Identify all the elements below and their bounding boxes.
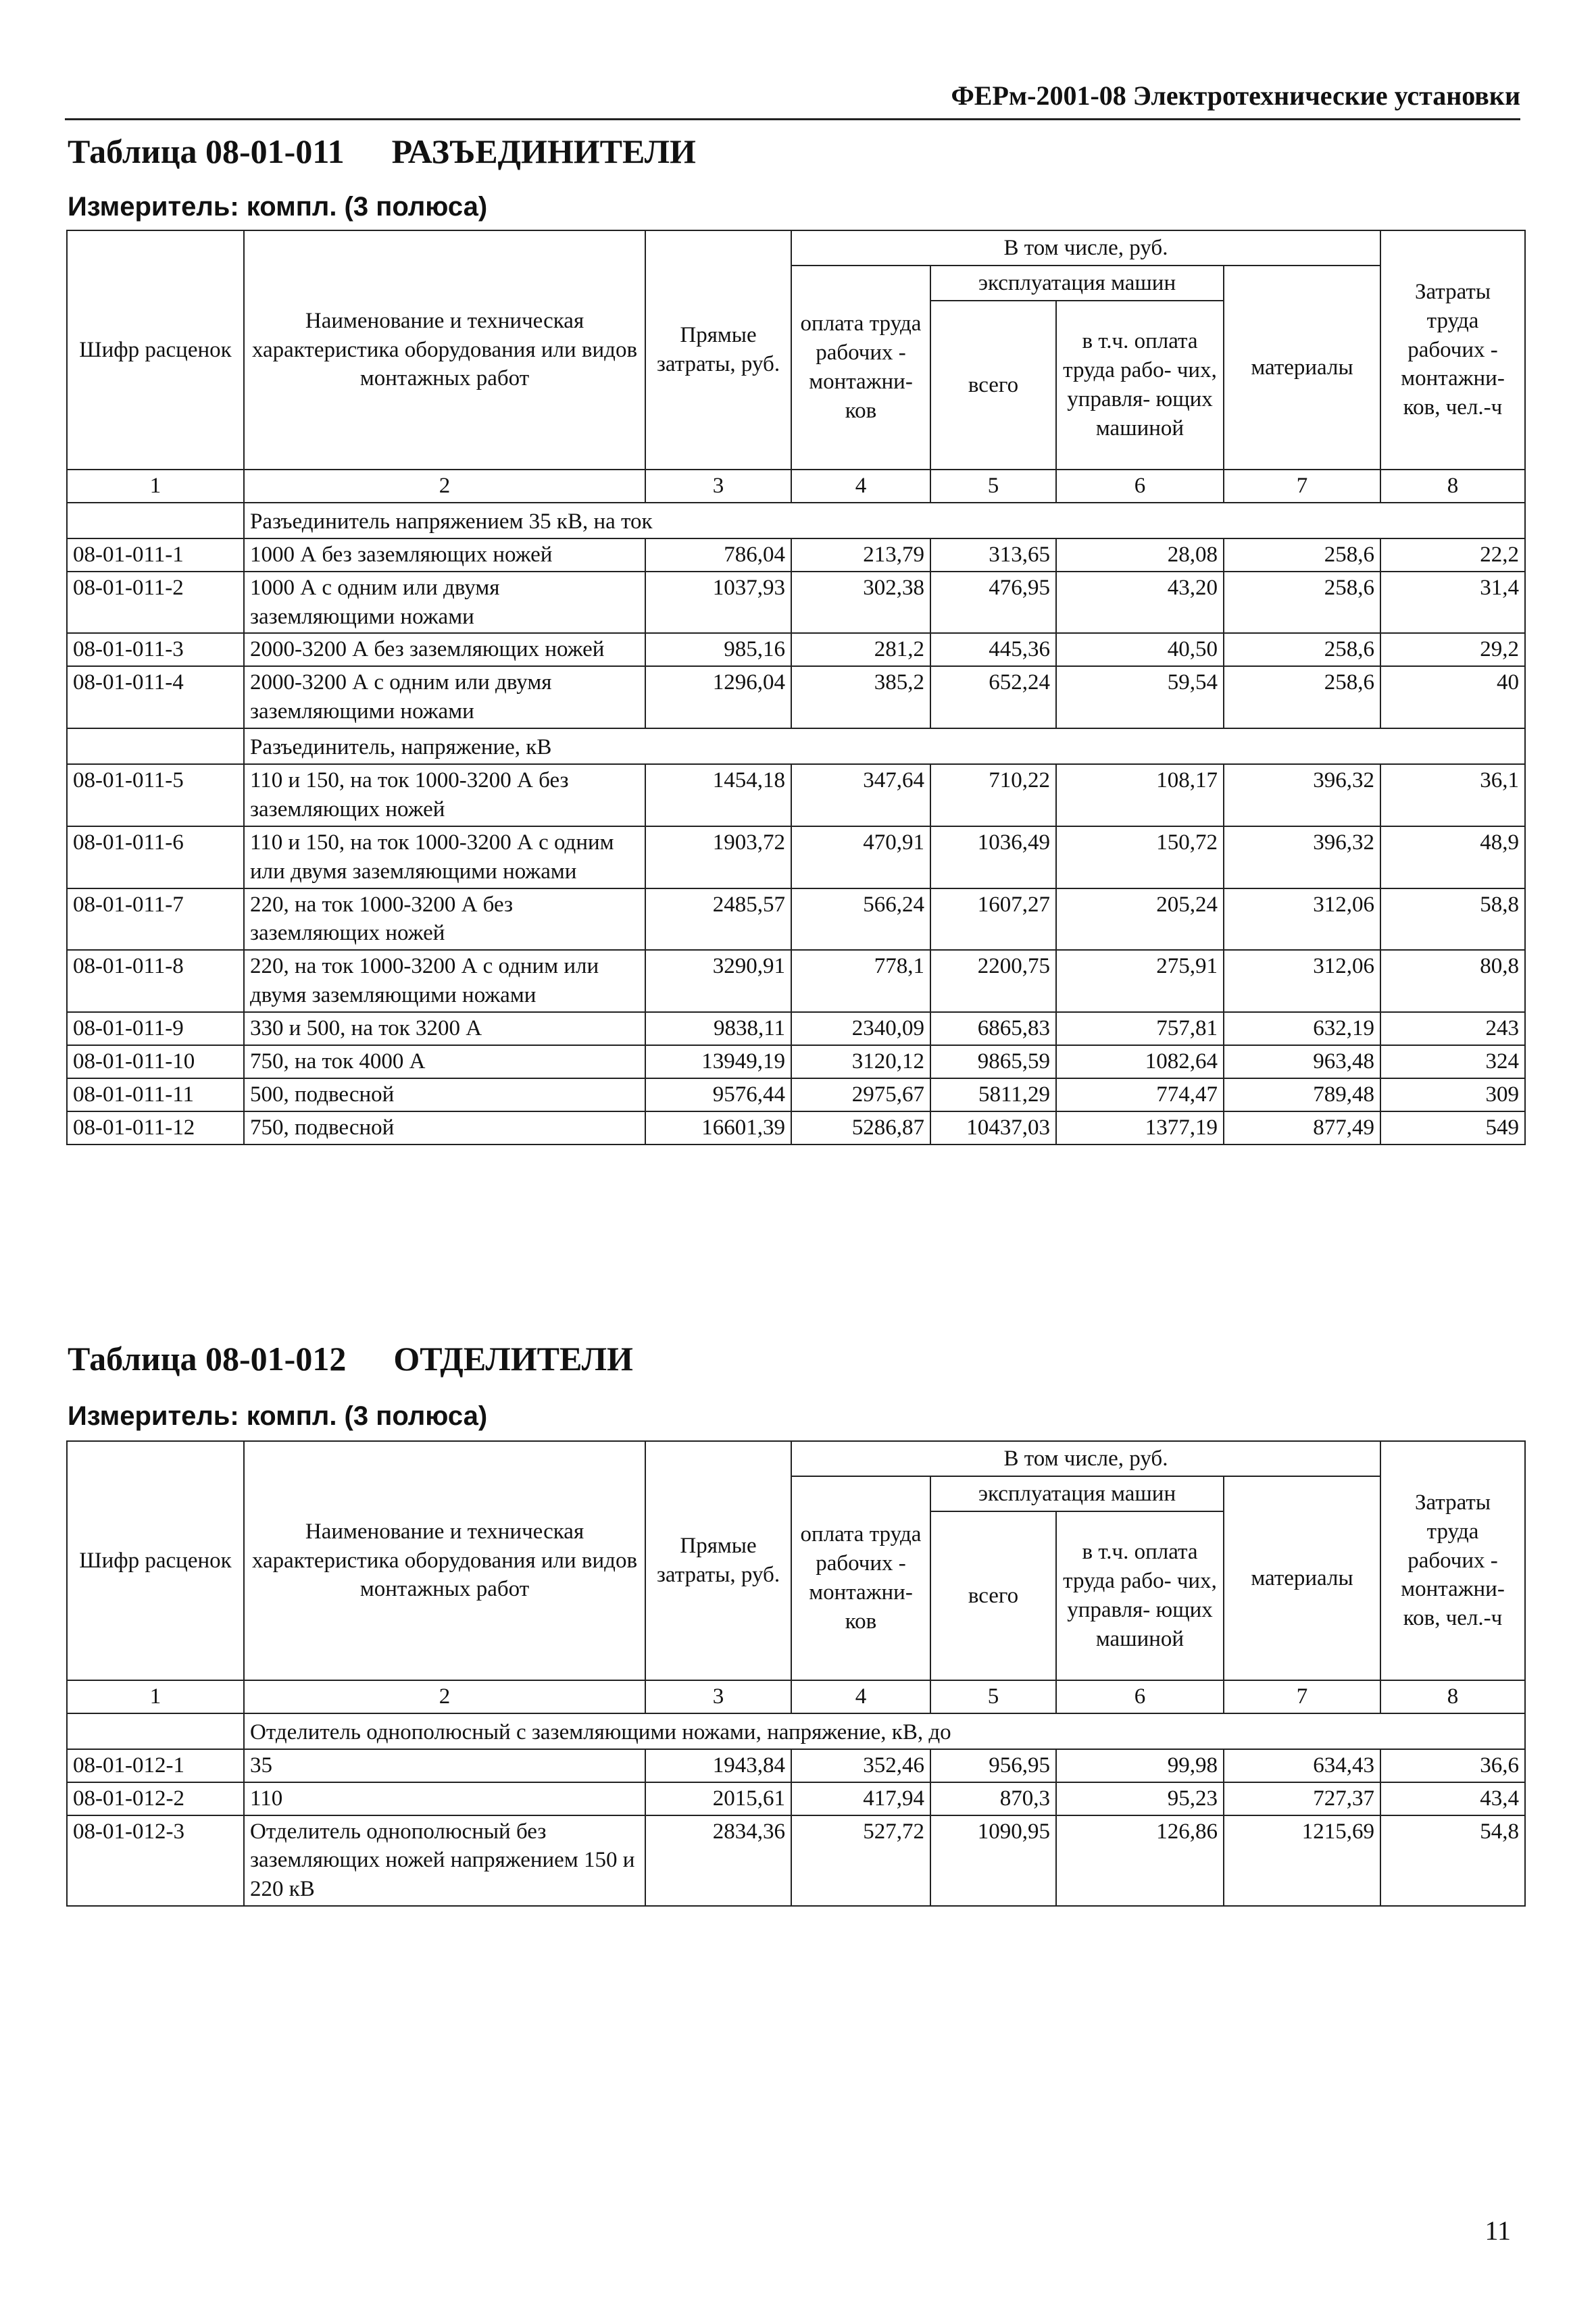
machines-operator-pay-cell: 99,98 (1056, 1749, 1224, 1782)
machines-total-cell: 1607,27 (930, 888, 1056, 951)
materials-cell: 396,32 (1224, 826, 1380, 888)
column-number-cell: 8 (1380, 470, 1525, 503)
labor-hours-cell: 31,4 (1380, 572, 1525, 634)
direct-costs-cell: 16601,39 (645, 1111, 791, 1145)
column-number-cell: 3 (645, 470, 791, 503)
machines-total-cell: 10437,03 (930, 1111, 1056, 1145)
work-name-cell: 750, на ток 4000 А (244, 1045, 645, 1078)
table-row (67, 1045, 1525, 1078)
table2-number: Таблица 08-01-012 (68, 1340, 347, 1378)
rate-code-cell: 08-01-011-7 (67, 888, 244, 951)
machines-operator-pay-cell: 150,72 (1056, 826, 1224, 888)
col-header-machines-operator-pay: в т.ч. оплата труда рабо- чих, управля- ющих машиной (1056, 301, 1224, 470)
machines-operator-pay-cell: 59,54 (1056, 666, 1224, 728)
table-row (67, 950, 1525, 1012)
machines-total-cell: 445,36 (930, 633, 1056, 666)
rate-code-cell: 08-01-011-10 (67, 1045, 244, 1078)
direct-costs-cell: 1903,72 (645, 826, 791, 888)
column-number-cell: 2 (244, 470, 645, 503)
rate-code-cell: 08-01-011-11 (67, 1078, 244, 1111)
group-heading-code-cell (67, 1713, 244, 1749)
labor-hours-cell: 309 (1380, 1078, 1525, 1111)
col-header-materials: материалы (1224, 266, 1380, 470)
machines-operator-pay-cell: 757,81 (1056, 1012, 1224, 1045)
direct-costs-cell: 2834,36 (645, 1815, 791, 1907)
col-header-name: Наименование и техническая характеристика оборудования или видов монтажных работ (244, 1441, 645, 1680)
table2-unit: Измеритель: компл. (3 полюса) (68, 1401, 488, 1431)
rate-code-cell: 08-01-011-5 (67, 764, 244, 826)
table1-grid (66, 230, 1526, 1145)
table-row (67, 538, 1525, 572)
machines-operator-pay-cell: 95,23 (1056, 1782, 1224, 1815)
column-number-cell: 7 (1224, 470, 1380, 503)
labor-pay-cell: 347,64 (791, 764, 930, 826)
col-header-labor-pay: оплата труда рабочих - монтажни- ков (791, 266, 930, 470)
materials-cell: 1215,69 (1224, 1815, 1380, 1907)
table-row (67, 1782, 1525, 1815)
work-name-cell: 220, на ток 1000-3200 А без заземляющих ножей (244, 888, 645, 951)
table-row (67, 633, 1525, 666)
materials-cell: 963,48 (1224, 1045, 1380, 1078)
work-name-cell: 110 (244, 1782, 645, 1815)
machines-operator-pay-cell: 108,17 (1056, 764, 1224, 826)
direct-costs-cell: 1943,84 (645, 1749, 791, 1782)
labor-pay-cell: 5286,87 (791, 1111, 930, 1145)
direct-costs-cell: 9576,44 (645, 1078, 791, 1111)
labor-hours-cell: 324 (1380, 1045, 1525, 1078)
direct-costs-cell: 2015,61 (645, 1782, 791, 1815)
column-number-cell: 4 (791, 470, 930, 503)
materials-cell: 727,37 (1224, 1782, 1380, 1815)
labor-hours-cell: 58,8 (1380, 888, 1525, 951)
labor-hours-cell: 43,4 (1380, 1782, 1525, 1815)
col-header-name: Наименование и техническая характеристика оборудования или видов монтажных работ (244, 230, 645, 470)
table-row (67, 1815, 1525, 1907)
column-number-cell: 2 (244, 1680, 645, 1713)
table1-title (68, 132, 696, 171)
labor-pay-cell: 2340,09 (791, 1012, 930, 1045)
rate-code-cell: 08-01-011-4 (67, 666, 244, 728)
materials-cell: 634,43 (1224, 1749, 1380, 1782)
direct-costs-cell: 1037,93 (645, 572, 791, 634)
materials-cell: 877,49 (1224, 1111, 1380, 1145)
materials-cell: 312,06 (1224, 950, 1380, 1012)
column-number-cell: 3 (645, 1680, 791, 1713)
col-header-labor-pay: оплата труда рабочих - монтажни- ков (791, 1476, 930, 1680)
work-name-cell: 2000-3200 А с одним или двумя заземляющими ножами (244, 666, 645, 728)
machines-operator-pay-cell: 126,86 (1056, 1815, 1224, 1907)
work-name-cell: 330 и 500, на ток 3200 А (244, 1012, 645, 1045)
col-header-machines: эксплуатация машин (930, 1476, 1224, 1511)
labor-hours-cell: 22,2 (1380, 538, 1525, 572)
work-name-cell: 35 (244, 1749, 645, 1782)
table-row (67, 1012, 1525, 1045)
table-row (67, 1078, 1525, 1111)
materials-cell: 396,32 (1224, 764, 1380, 826)
column-number-cell: 6 (1056, 470, 1224, 503)
labor-pay-cell: 385,2 (791, 666, 930, 728)
rate-code-cell: 08-01-012-3 (67, 1815, 244, 1907)
materials-cell: 258,6 (1224, 633, 1380, 666)
group-heading-row (67, 503, 1525, 538)
column-number-cell: 6 (1056, 1680, 1224, 1713)
labor-pay-cell: 213,79 (791, 538, 930, 572)
machines-total-cell: 1090,95 (930, 1815, 1056, 1907)
machines-total-cell: 9865,59 (930, 1045, 1056, 1078)
table1-number: Таблица 08-01-011 (68, 132, 345, 170)
table-row (67, 764, 1525, 826)
table2-name: ОТДЕЛИТЕЛИ (393, 1340, 633, 1378)
rate-code-cell: 08-01-011-6 (67, 826, 244, 888)
materials-cell: 789,48 (1224, 1078, 1380, 1111)
group-heading-text: Отделитель однополюсный с заземляющими ножами, напряжение, кВ, до (244, 1713, 1525, 1749)
rate-code-cell: 08-01-011-12 (67, 1111, 244, 1145)
machines-total-cell: 956,95 (930, 1749, 1056, 1782)
materials-cell: 258,6 (1224, 538, 1380, 572)
machines-total-cell: 870,3 (930, 1782, 1056, 1815)
table-row (67, 666, 1525, 728)
materials-cell: 632,19 (1224, 1012, 1380, 1045)
labor-pay-cell: 566,24 (791, 888, 930, 951)
work-name-cell: 500, подвесной (244, 1078, 645, 1111)
labor-pay-cell: 417,94 (791, 1782, 930, 1815)
machines-operator-pay-cell: 774,47 (1056, 1078, 1224, 1111)
labor-hours-cell: 54,8 (1380, 1815, 1525, 1907)
labor-hours-cell: 549 (1380, 1111, 1525, 1145)
col-header-including: В том числе, руб. (791, 1441, 1380, 1476)
materials-cell: 258,6 (1224, 572, 1380, 634)
machines-total-cell: 2200,75 (930, 950, 1056, 1012)
direct-costs-cell: 786,04 (645, 538, 791, 572)
col-header-direct-costs: Прямые затраты, руб. (645, 1441, 791, 1680)
running-header: ФЕРм-2001-08 Электротехнические установки (65, 80, 1520, 120)
materials-cell: 312,06 (1224, 888, 1380, 951)
work-name-cell: 110 и 150, на ток 1000-3200 А с одним или двумя заземляющими ножами (244, 826, 645, 888)
machines-total-cell: 652,24 (930, 666, 1056, 728)
group-heading-text: Разъединитель, напряжение, кВ (244, 728, 1525, 764)
rate-code-cell: 08-01-012-2 (67, 1782, 244, 1815)
machines-operator-pay-cell: 28,08 (1056, 538, 1224, 572)
work-name-cell: 1000 А с одним или двумя заземляющими ножами (244, 572, 645, 634)
direct-costs-cell: 2485,57 (645, 888, 791, 951)
work-name-cell: Отделитель однополюсный без заземляющих ножей напряжением 150 и 220 кВ (244, 1815, 645, 1907)
machines-operator-pay-cell: 205,24 (1056, 888, 1224, 951)
col-header-labor-hours: Затраты труда рабочих - монтажни- ков, чел.-ч (1380, 230, 1525, 470)
work-name-cell: 110 и 150, на ток 1000-3200 А без заземляющих ножей (244, 764, 645, 826)
col-header-machines-operator-pay: в т.ч. оплата труда рабо- чих, управля- ющих машиной (1056, 1511, 1224, 1680)
rate-code-cell: 08-01-012-1 (67, 1749, 244, 1782)
work-name-cell: 1000 А без заземляющих ножей (244, 538, 645, 572)
machines-operator-pay-cell: 1082,64 (1056, 1045, 1224, 1078)
column-number-cell: 8 (1380, 1680, 1525, 1713)
direct-costs-cell: 3290,91 (645, 950, 791, 1012)
rate-code-cell: 08-01-011-1 (67, 538, 244, 572)
table-row (67, 1749, 1525, 1782)
group-heading-row (67, 1713, 1525, 1749)
table1-name: РАЗЪЕДИНИТЕЛИ (391, 132, 696, 170)
column-number-cell: 1 (67, 470, 244, 503)
labor-hours-cell: 80,8 (1380, 950, 1525, 1012)
labor-pay-cell: 778,1 (791, 950, 930, 1012)
work-name-cell: 220, на ток 1000-3200 А с одним или двумя заземляющими ножами (244, 950, 645, 1012)
labor-hours-cell: 36,1 (1380, 764, 1525, 826)
machines-total-cell: 1036,49 (930, 826, 1056, 888)
machines-operator-pay-cell: 1377,19 (1056, 1111, 1224, 1145)
labor-hours-cell: 243 (1380, 1012, 1525, 1045)
direct-costs-cell: 985,16 (645, 633, 791, 666)
rate-code-cell: 08-01-011-8 (67, 950, 244, 1012)
labor-pay-cell: 3120,12 (791, 1045, 930, 1078)
col-header-code: Шифр расценок (67, 230, 244, 470)
direct-costs-cell: 1454,18 (645, 764, 791, 826)
column-number-cell: 5 (930, 470, 1056, 503)
group-heading-row (67, 728, 1525, 764)
labor-pay-cell: 302,38 (791, 572, 930, 634)
machines-total-cell: 710,22 (930, 764, 1056, 826)
group-heading-text: Разъединитель напряжением 35 кВ, на ток (244, 503, 1525, 538)
group-heading-code-cell (67, 728, 244, 764)
col-header-direct-costs: Прямые затраты, руб. (645, 230, 791, 470)
rate-code-cell: 08-01-011-3 (67, 633, 244, 666)
table-row (67, 888, 1525, 951)
col-header-machines: эксплуатация машин (930, 266, 1224, 301)
col-header-machines-total: всего (930, 1511, 1056, 1680)
labor-hours-cell: 40 (1380, 666, 1525, 728)
direct-costs-cell: 13949,19 (645, 1045, 791, 1078)
machines-operator-pay-cell: 43,20 (1056, 572, 1224, 634)
rate-code-cell: 08-01-011-2 (67, 572, 244, 634)
labor-pay-cell: 527,72 (791, 1815, 930, 1907)
rate-code-cell: 08-01-011-9 (67, 1012, 244, 1045)
col-header-code: Шифр расценок (67, 1441, 244, 1680)
table1-unit: Измеритель: компл. (3 полюса) (68, 192, 488, 222)
col-header-machines-total: всего (930, 301, 1056, 470)
col-header-materials: материалы (1224, 1476, 1380, 1680)
machines-total-cell: 476,95 (930, 572, 1056, 634)
column-number-cell: 1 (67, 1680, 244, 1713)
work-name-cell: 2000-3200 А без заземляющих ножей (244, 633, 645, 666)
labor-pay-cell: 352,46 (791, 1749, 930, 1782)
direct-costs-cell: 1296,04 (645, 666, 791, 728)
column-number-cell: 4 (791, 1680, 930, 1713)
labor-hours-cell: 48,9 (1380, 826, 1525, 888)
column-number-cell: 5 (930, 1680, 1056, 1713)
work-name-cell: 750, подвесной (244, 1111, 645, 1145)
table-row (67, 826, 1525, 888)
col-header-including: В том числе, руб. (791, 230, 1380, 266)
group-heading-code-cell (67, 503, 244, 538)
column-number-cell: 7 (1224, 1680, 1380, 1713)
labor-hours-cell: 29,2 (1380, 633, 1525, 666)
machines-operator-pay-cell: 40,50 (1056, 633, 1224, 666)
labor-hours-cell: 36,6 (1380, 1749, 1525, 1782)
labor-pay-cell: 470,91 (791, 826, 930, 888)
table-row (67, 572, 1525, 634)
materials-cell: 258,6 (1224, 666, 1380, 728)
page-number: 11 (1485, 2215, 1511, 2246)
labor-pay-cell: 281,2 (791, 633, 930, 666)
machines-operator-pay-cell: 275,91 (1056, 950, 1224, 1012)
machines-total-cell: 313,65 (930, 538, 1056, 572)
labor-pay-cell: 2975,67 (791, 1078, 930, 1111)
machines-total-cell: 5811,29 (930, 1078, 1056, 1111)
table2-grid (66, 1440, 1526, 1907)
table-row (67, 1111, 1525, 1145)
col-header-labor-hours: Затраты труда рабочих - монтажни- ков, чел.-ч (1380, 1441, 1525, 1680)
table2-title (68, 1339, 633, 1378)
direct-costs-cell: 9838,11 (645, 1012, 791, 1045)
machines-total-cell: 6865,83 (930, 1012, 1056, 1045)
